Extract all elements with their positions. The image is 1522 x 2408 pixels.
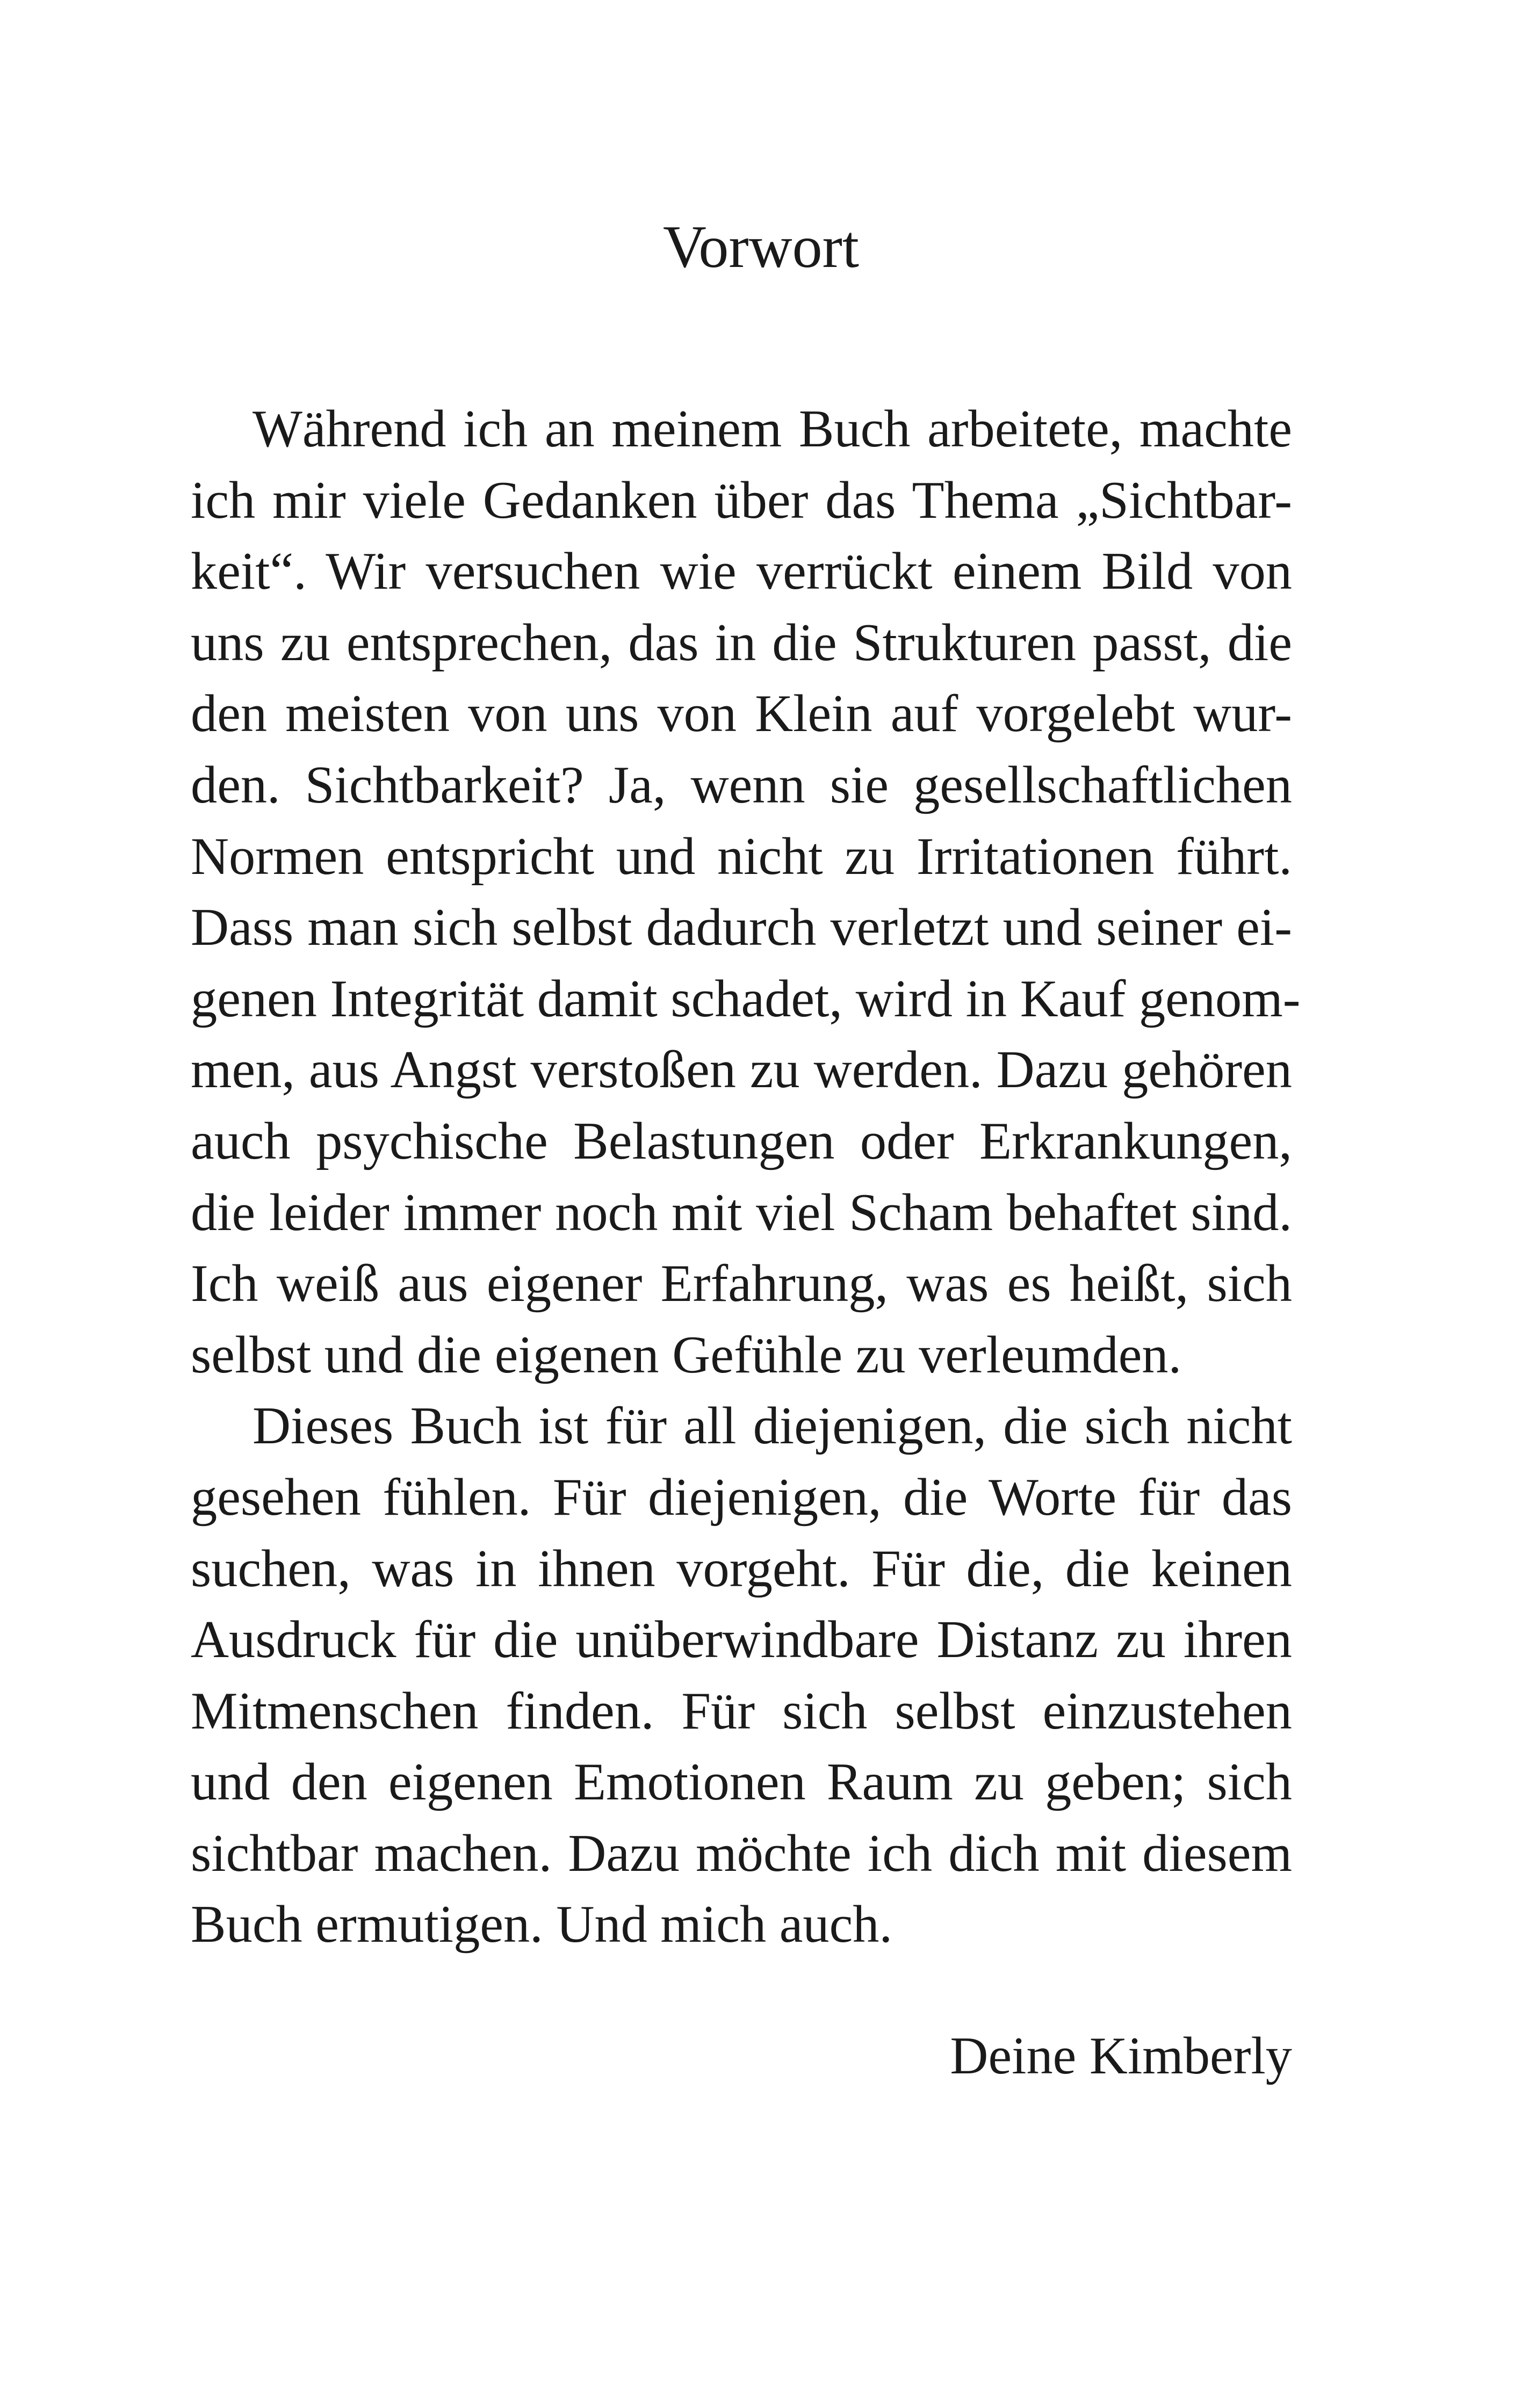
signature: Deine Kimberly [950,2027,1292,2085]
page-title: Vorwort [662,214,860,280]
text-line: Ich weiß aus eigener Erfahrung, was es heißt, sich [191,1254,1292,1313]
text-line: die leider immer noch mit viel Scham behaftet sind. [191,1183,1292,1242]
text-line: den meisten von uns von Klein auf vorgelebt wur- [191,684,1292,743]
text-line: ich mir viele Gedanken über das Thema „Sichtbar- [191,471,1292,530]
text-line: Ausdruck für die unüberwindbare Distanz zu ihren [191,1610,1292,1669]
text-line: Dieses Buch ist für all diejenigen, die sich nicht [253,1397,1292,1456]
text-line: Normen entspricht und nicht zu Irritationen führt. [191,827,1292,886]
text-line: keit“. Wir versuchen wie verrückt einem Bild von [191,542,1292,601]
text-line: men, aus Angst verstoßen zu werden. Dazu gehören [191,1040,1292,1100]
paragraph-2 [191,1391,1292,1961]
text-line: selbst und die eigenen Gefühle zu verleumden. [191,1325,1182,1384]
text-line: Mitmenschen finden. Für sich selbst einzustehen [191,1681,1292,1740]
text-line: auch psychische Belastungen oder Erkrankungen, [191,1111,1292,1170]
text-line: uns zu entsprechen, das in die Strukturen passt, die [191,613,1292,672]
text-line: suchen, was in ihnen vorgeht. Für die, die keinen [191,1539,1292,1598]
text-line: Buch ermutigen. Und mich auch. [191,1895,893,1954]
preface-text [191,394,1301,1961]
paragraph-1 [191,394,1301,1391]
text-line: sichtbar machen. Dazu möchte ich dich mit diesem [191,1824,1292,1883]
text-line: den. Sichtbarkeit? Ja, wenn sie gesellschaftlichen [191,755,1292,814]
text-line: gesehen fühlen. Für diejenigen, die Worte für das [191,1467,1292,1527]
text-line: genen Integrität damit schadet, wird in Kauf genom- [191,969,1301,1028]
text-line: und den eigenen Emotionen Raum zu geben; sich [191,1753,1292,1812]
text-line: Während ich an meinem Buch arbeitete, machte [253,400,1292,458]
text-line: Dass man sich selbst dadurch verletzt und seiner ei- [191,898,1292,957]
